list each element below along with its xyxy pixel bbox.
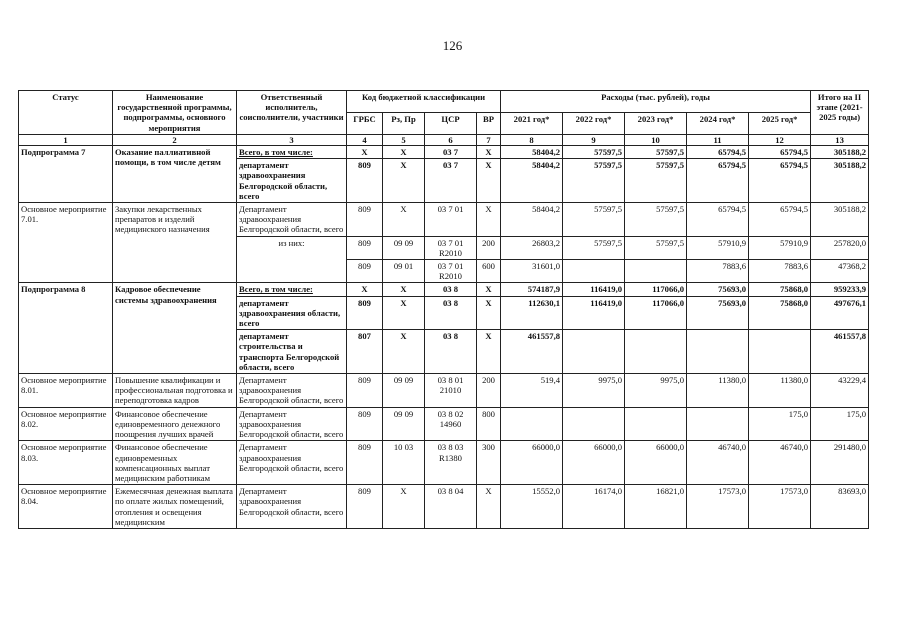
- cell-2025: 7883,6: [749, 260, 811, 283]
- header-csr: ЦСР: [425, 112, 477, 134]
- cell-rzpr: 09 01: [383, 260, 425, 283]
- row-responsible: департамент строительства и транспорта Белгородской области, всего: [237, 330, 347, 374]
- column-number: 13: [811, 134, 869, 145]
- cell-2022: 16174,0: [563, 485, 625, 529]
- cell-grbs: Х: [347, 146, 383, 159]
- cell-total: 305188,2: [811, 146, 869, 159]
- row-status: Подпрограмма 8: [19, 283, 113, 374]
- cell-total: 83693,0: [811, 485, 869, 529]
- cell-csr: 03 8: [425, 283, 477, 296]
- row-responsible: Департамент здравоохранения Белгородской области, всего: [237, 407, 347, 441]
- cell-2023: 66000,0: [625, 441, 687, 485]
- cell-2022: [563, 330, 625, 374]
- row-responsible: Всего, в том числе:: [237, 283, 347, 296]
- cell-2025: 175,0: [749, 407, 811, 441]
- header-responsible: Ответственный исполнитель, соисполнители, участники: [237, 91, 347, 135]
- row-name: Оказание паллиативной помощи, в том числе детям: [113, 146, 237, 203]
- cell-2024: 46740,0: [687, 441, 749, 485]
- header-expenses-group: Расходы (тыс. рублей), годы: [501, 91, 811, 113]
- row-responsible: Департамент здравоохранения Белгородской области, всего: [237, 374, 347, 408]
- column-number: 8: [501, 134, 563, 145]
- cell-2022: 57597,5: [563, 159, 625, 203]
- cell-rzpr: Х: [383, 485, 425, 529]
- row-status: Основное мероприятие 8.02.: [19, 407, 113, 441]
- table-row: [19, 283, 869, 296]
- table-row: [19, 407, 869, 441]
- row-status: Основное мероприятие 7.01.: [19, 203, 113, 283]
- cell-rzpr: Х: [383, 146, 425, 159]
- cell-2021: 66000,0: [501, 441, 563, 485]
- column-number: 10: [625, 134, 687, 145]
- cell-csr: 03 8: [425, 296, 477, 330]
- table-row: [19, 485, 869, 529]
- header-name: Наименование государственной программы, подпрограммы, основного мероприятия: [113, 91, 237, 135]
- cell-2023: [625, 260, 687, 283]
- column-number: 1: [19, 134, 113, 145]
- row-status: Основное мероприятие 8.03.: [19, 441, 113, 485]
- row-responsible: Всего, в том числе:: [237, 146, 347, 159]
- cell-grbs: Х: [347, 283, 383, 296]
- row-name: Ежемесячная денежная выплата по оплате жилых помещений, отопления и освещения медицинским: [113, 485, 237, 529]
- cell-2022: 116419,0: [563, 283, 625, 296]
- cell-2021: 58404,2: [501, 159, 563, 203]
- cell-rzpr: Х: [383, 283, 425, 296]
- cell-2023: 57597,5: [625, 146, 687, 159]
- cell-rzpr: Х: [383, 296, 425, 330]
- row-status: Основное мероприятие 8.04.: [19, 485, 113, 529]
- cell-total: 305188,2: [811, 159, 869, 203]
- cell-rzpr: 09 09: [383, 374, 425, 408]
- cell-grbs: 809: [347, 441, 383, 485]
- cell-csr: 03 8: [425, 330, 477, 374]
- cell-2022: [563, 407, 625, 441]
- cell-2023: [625, 330, 687, 374]
- cell-vr: Х: [477, 485, 501, 529]
- row-responsible: департамент здравоохранения Белгородской области, всего: [237, 159, 347, 203]
- cell-2023: 117066,0: [625, 283, 687, 296]
- cell-grbs: 809: [347, 407, 383, 441]
- cell-vr: 300: [477, 441, 501, 485]
- column-number: 9: [563, 134, 625, 145]
- cell-2024: 75693,0: [687, 296, 749, 330]
- cell-2025: 65794,5: [749, 159, 811, 203]
- cell-rzpr: 09 09: [383, 236, 425, 259]
- column-number: 2: [113, 134, 237, 145]
- cell-vr: Х: [477, 146, 501, 159]
- cell-2021: 58404,2: [501, 203, 563, 237]
- header-total: Итого на II этапе (2021-2025 годы): [811, 91, 869, 135]
- cell-2022: 57597,5: [563, 146, 625, 159]
- header-2021: 2021 год*: [501, 112, 563, 134]
- cell-csr: 03 8 04: [425, 485, 477, 529]
- cell-2024: 65794,5: [687, 159, 749, 203]
- cell-total: 43229,4: [811, 374, 869, 408]
- cell-rzpr: 09 09: [383, 407, 425, 441]
- row-name: Финансовое обеспечение единовременного денежного поощрения лучших врачей: [113, 407, 237, 441]
- cell-total: 461557,8: [811, 330, 869, 374]
- column-number: 4: [347, 134, 383, 145]
- cell-2024: 57910,9: [687, 236, 749, 259]
- cell-rzpr: Х: [383, 330, 425, 374]
- cell-vr: 800: [477, 407, 501, 441]
- cell-2025: 57910,9: [749, 236, 811, 259]
- cell-vr: Х: [477, 159, 501, 203]
- cell-csr: 03 8 01 21010: [425, 374, 477, 408]
- row-responsible: Департамент здравоохранения Белгородской области, всего: [237, 485, 347, 529]
- cell-total: 175,0: [811, 407, 869, 441]
- cell-vr: Х: [477, 296, 501, 330]
- column-number: 3: [237, 134, 347, 145]
- cell-2022: 57597,5: [563, 236, 625, 259]
- header-vr: ВР: [477, 112, 501, 134]
- cell-grbs: 809: [347, 374, 383, 408]
- cell-2024: 75693,0: [687, 283, 749, 296]
- cell-vr: Х: [477, 203, 501, 237]
- cell-2025: 75868,0: [749, 283, 811, 296]
- column-number: 11: [687, 134, 749, 145]
- cell-csr: 03 7 01: [425, 203, 477, 237]
- cell-2024: [687, 330, 749, 374]
- cell-2021: 461557,8: [501, 330, 563, 374]
- cell-2021: 112630,1: [501, 296, 563, 330]
- cell-2022: 9975,0: [563, 374, 625, 408]
- cell-2024: 7883,6: [687, 260, 749, 283]
- header-2025: 2025 год*: [749, 112, 811, 134]
- table-row: [19, 203, 869, 237]
- cell-grbs: 807: [347, 330, 383, 374]
- cell-total: 497676,1: [811, 296, 869, 330]
- cell-grbs: 809: [347, 260, 383, 283]
- cell-rzpr: Х: [383, 203, 425, 237]
- row-responsible: департамент здравоохранения области, всего: [237, 296, 347, 330]
- cell-grbs: 809: [347, 236, 383, 259]
- cell-vr: 600: [477, 260, 501, 283]
- row-responsible: из них:: [237, 236, 347, 283]
- cell-2023: 57597,5: [625, 203, 687, 237]
- cell-grbs: 809: [347, 296, 383, 330]
- column-number: 12: [749, 134, 811, 145]
- column-number: 6: [425, 134, 477, 145]
- cell-2022: 57597,5: [563, 203, 625, 237]
- cell-vr: 200: [477, 236, 501, 259]
- cell-total: 291480,0: [811, 441, 869, 485]
- table-row: [19, 374, 869, 408]
- cell-2021: 574187,9: [501, 283, 563, 296]
- cell-rzpr: 10 03: [383, 441, 425, 485]
- budget-table: [18, 90, 869, 529]
- column-number-row: [19, 134, 869, 145]
- page-number: 126: [442, 38, 463, 53]
- cell-2025: 65794,5: [749, 146, 811, 159]
- table-header: [19, 91, 869, 135]
- cell-2025: 46740,0: [749, 441, 811, 485]
- row-status: Подпрограмма 7: [19, 146, 113, 203]
- header-grbs: ГРБС: [347, 112, 383, 134]
- cell-2025: 11380,0: [749, 374, 811, 408]
- cell-csr: 03 7 01 R2010: [425, 236, 477, 259]
- header-code-group: Код бюджетной классификации: [347, 91, 501, 113]
- cell-csr: 03 8 03 R1380: [425, 441, 477, 485]
- cell-csr: 03 7 01 R2010: [425, 260, 477, 283]
- cell-2021: 15552,0: [501, 485, 563, 529]
- cell-2024: 65794,5: [687, 203, 749, 237]
- header-status: Статус: [19, 91, 113, 135]
- cell-2025: 17573,0: [749, 485, 811, 529]
- cell-2024: 65794,5: [687, 146, 749, 159]
- header-2022: 2022 год*: [563, 112, 625, 134]
- cell-vr: Х: [477, 330, 501, 374]
- cell-2023: 57597,5: [625, 236, 687, 259]
- column-number: 7: [477, 134, 501, 145]
- row-name: Закупки лекарственных препаратов и изделий медицинского назначения: [113, 203, 237, 283]
- cell-csr: 03 7: [425, 159, 477, 203]
- cell-2022: [563, 260, 625, 283]
- cell-2021: 31601,0: [501, 260, 563, 283]
- cell-2025: [749, 330, 811, 374]
- row-status: Основное мероприятие 8.01.: [19, 374, 113, 408]
- row-name: Повышение квалификации и профессиональная подготовка и переподготовка кадров: [113, 374, 237, 408]
- cell-total: 257820,0: [811, 236, 869, 259]
- header-2024: 2024 год*: [687, 112, 749, 134]
- cell-2023: 117066,0: [625, 296, 687, 330]
- cell-vr: Х: [477, 283, 501, 296]
- cell-2024: [687, 407, 749, 441]
- cell-total: 959233,9: [811, 283, 869, 296]
- cell-rzpr: Х: [383, 159, 425, 203]
- table-row: [19, 441, 869, 485]
- header-rzpr: Рз, Пр: [383, 112, 425, 134]
- cell-total: 305188,2: [811, 203, 869, 237]
- cell-grbs: 809: [347, 203, 383, 237]
- cell-2021: 58404,2: [501, 146, 563, 159]
- cell-2021: 26803,2: [501, 236, 563, 259]
- cell-2024: 17573,0: [687, 485, 749, 529]
- row-name: Кадровое обеспечение системы здравоохранения: [113, 283, 237, 374]
- column-number: 5: [383, 134, 425, 145]
- cell-grbs: 809: [347, 485, 383, 529]
- row-responsible: Департамент здравоохранения Белгородской области, всего: [237, 203, 347, 237]
- cell-csr: 03 8 02 14960: [425, 407, 477, 441]
- cell-2022: 116419,0: [563, 296, 625, 330]
- cell-2023: [625, 407, 687, 441]
- cell-total: 47368,2: [811, 260, 869, 283]
- cell-2025: 75868,0: [749, 296, 811, 330]
- cell-csr: 03 7: [425, 146, 477, 159]
- cell-2021: 519,4: [501, 374, 563, 408]
- cell-2023: 16821,0: [625, 485, 687, 529]
- cell-vr: 200: [477, 374, 501, 408]
- cell-grbs: 809: [347, 159, 383, 203]
- cell-2025: 65794,5: [749, 203, 811, 237]
- row-responsible: Департамент здравоохранения Белгородской области, всего: [237, 441, 347, 485]
- cell-2024: 11380,0: [687, 374, 749, 408]
- cell-2022: 66000,0: [563, 441, 625, 485]
- row-name: Финансовое обеспечение единовременных компенсационных выплат медицинским работникам: [113, 441, 237, 485]
- header-2023: 2023 год*: [625, 112, 687, 134]
- table-row: [19, 146, 869, 159]
- cell-2023: 9975,0: [625, 374, 687, 408]
- cell-2021: [501, 407, 563, 441]
- cell-2023: 57597,5: [625, 159, 687, 203]
